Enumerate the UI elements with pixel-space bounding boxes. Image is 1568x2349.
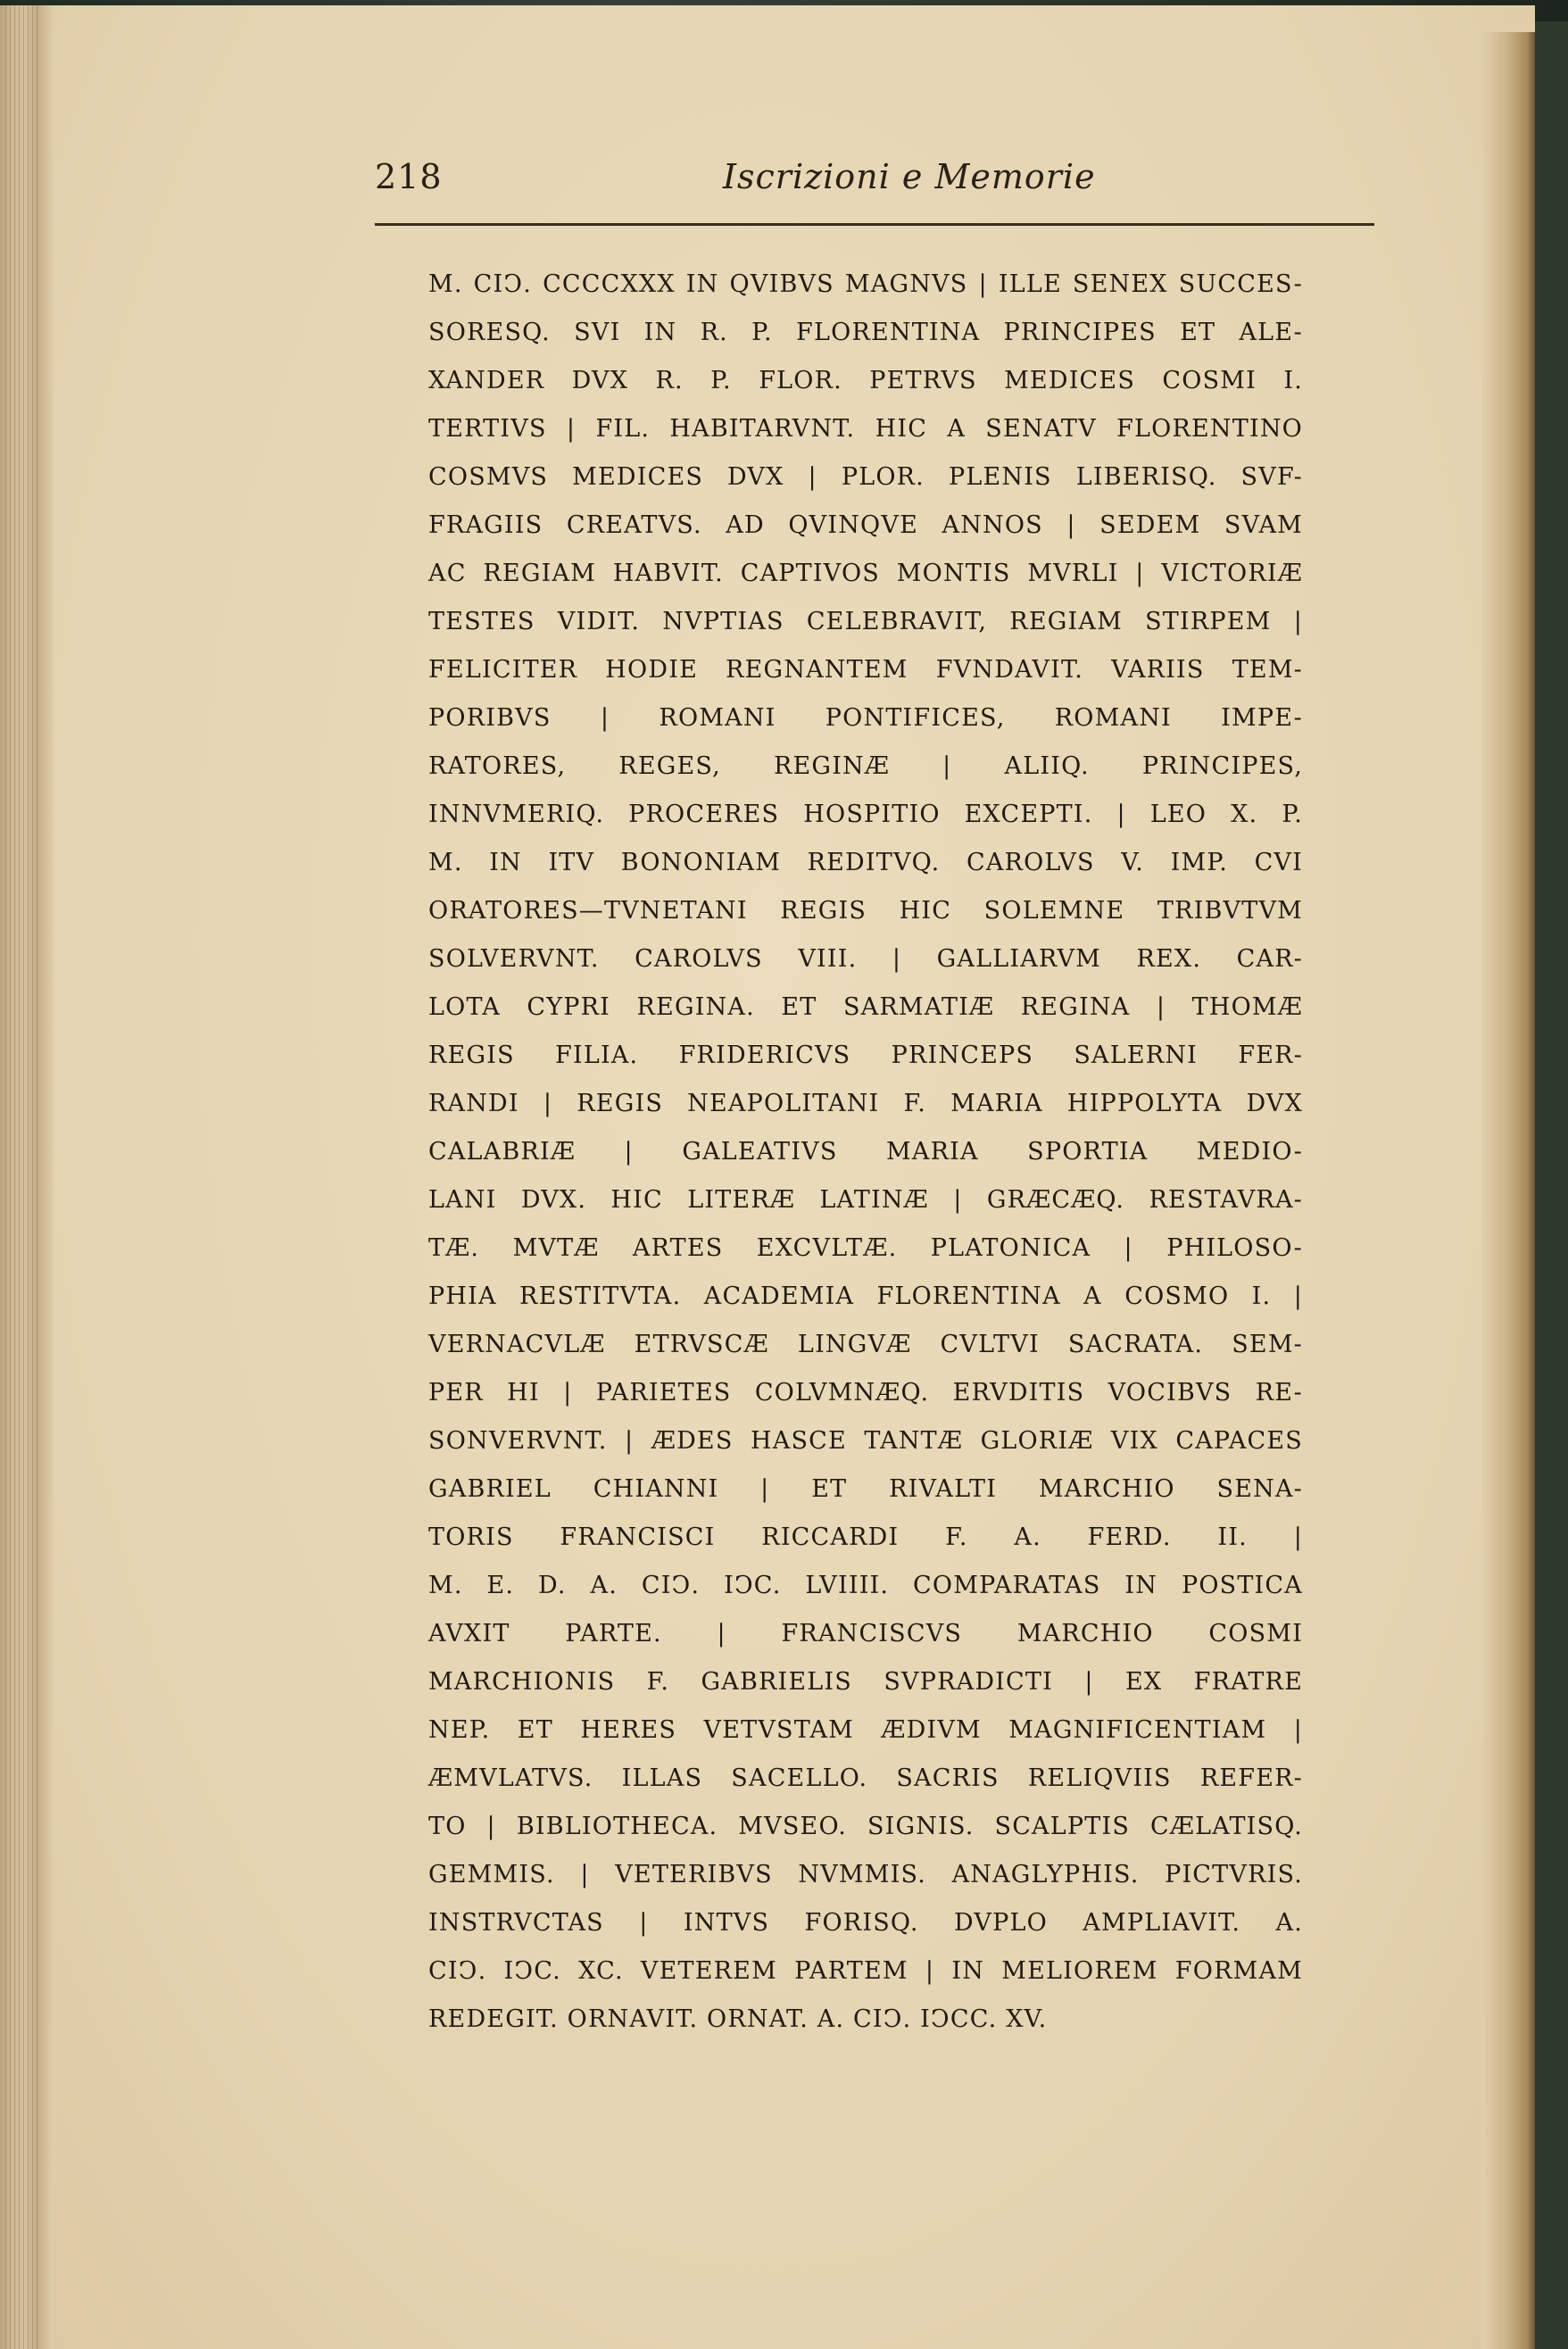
inscription-line: LOTA CYPRI REGINA. ET SARMATIÆ REGINA | THOMÆ: [428, 993, 1303, 1021]
inscription-line: SOLVERVNT. CAROLVS VIII. | GALLIARVM REX. CAR-: [428, 945, 1303, 973]
inscription-line: FRAGIIS CREATVS. AD QVINQVE ANNOS | SEDEM SVAM: [428, 511, 1303, 539]
inscription-line: VERNACVLÆ ETRVSCÆ LINGVÆ CVLTVI SACRATA. SEM-: [428, 1331, 1303, 1358]
inscription-line: CALABRIÆ | GALEATIVS MARIA SPORTIA MEDIO-: [428, 1138, 1303, 1166]
inscription-line: PHIA RESTITVTA. ACADEMIA FLORENTINA A COSMO I. |: [428, 1282, 1303, 1310]
inscription-line: XANDER DVX R. P. FLOR. PETRVS MEDICES COSMI I.: [428, 367, 1303, 394]
inscription-line: SORESQ. SVI IN R. P. FLORENTINA PRINCIPES ET ALE-: [428, 319, 1303, 346]
inscription-line: SONVERVNT. | ÆDES HASCE TANTÆ GLORIÆ VIX CAPACES: [428, 1427, 1303, 1455]
inscription-line: REGIS FILIA. FRIDERICVS PRINCEPS SALERNI FER-: [428, 1042, 1303, 1069]
inscription-line: TORIS FRANCISCI RICCARDI F. A. FERD. II. |: [428, 1523, 1303, 1551]
inscription-line: GABRIEL CHIANNI | ET RIVALTI MARCHIO SENA-: [428, 1475, 1303, 1503]
inscription-line: RATORES, REGES, REGINÆ | ALIIQ. PRINCIPES,: [428, 752, 1303, 780]
inscription-line: RANDI | REGIS NEAPOLITANI F. MARIA HIPPOLYTA DVX: [428, 1090, 1303, 1117]
inscription-line: MARCHIONIS F. GABRIELIS SVPRADICTI | EX FRATRE: [428, 1668, 1303, 1696]
inscription-line: FELICITER HODIE REGNANTEM FVNDAVIT. VARIIS TEM-: [428, 656, 1303, 684]
inscription-line: ÆMVLATVS. ILLAS SACELLO. SACRIS RELIQVIIS REFER-: [428, 1764, 1303, 1792]
inscription-line: TO | BIBLIOTHECA. MVSEO. SIGNIS. SCALPTIS CÆLATISQ.: [428, 1813, 1303, 1840]
inscription-line: M. E. D. A. CIↃ. IↃC. LVIIII. COMPARATAS IN POSTICA: [428, 1572, 1303, 1599]
running-title: Iscrizioni e Memorie: [723, 157, 1096, 196]
inscription-line: CIↃ. IↃC. XC. VETEREM PARTEM | IN MELIOREM FORMAM: [428, 1957, 1303, 1985]
inscription-line: LANI DVX. HIC LITERÆ LATINÆ | GRÆCÆQ. RESTAVRA-: [428, 1186, 1303, 1214]
page-right-edge: [1481, 32, 1535, 2349]
inscription-line: COSMVS MEDICES DVX | PLOR. PLENIS LIBERISQ. SVF-: [428, 463, 1303, 491]
page-gutter: [0, 5, 54, 2349]
page-header: [375, 157, 1373, 211]
page-number: 218: [375, 157, 443, 196]
inscription-line: INSTRVCTAS | INTVS FORISQ. DVPLO AMPLIAVIT. A.: [428, 1909, 1303, 1937]
page-edges-texture: [5, 5, 41, 2349]
inscription-line: M. CIↃ. CCCCXXX IN QVIBVS MAGNVS | ILLE SENEX SUCCES-: [428, 270, 1303, 298]
inscription-line: GEMMIS. | VETERIBVS NVMMIS. ANAGLYPHIS. PICTVRIS.: [428, 1861, 1303, 1888]
inscription-line: REDEGIT. ORNAVIT. ORNAT. A. CIↃ. IↃCC. XV.: [428, 2005, 1048, 2033]
inscription-line: INNVMERIQ. PROCERES HOSPITIO EXCEPTI. | LEO X. P.: [428, 801, 1303, 828]
inscription-line: TÆ. MVTÆ ARTES EXCVLTÆ. PLATONICA | PHILOSO-: [428, 1234, 1303, 1262]
inscription-line: PER HI | PARIETES COLVMNÆQ. ERVDITIS VOCIBVS RE-: [428, 1379, 1303, 1407]
inscription-line: M. IN ITV BONONIAM REDITVQ. CAROLVS V. IMP. CVI: [428, 849, 1303, 876]
inscription-line: AVXIT PARTE. | FRANCISCVS MARCHIO COSMI: [428, 1620, 1303, 1648]
inscription-line: PORIBVS | ROMANI PONTIFICES, ROMANI IMPE-: [428, 704, 1303, 732]
inscription-line: TERTIVS | FIL. HABITARVNT. HIC A SENATV FLORENTINO: [428, 415, 1303, 443]
inscription-line: NEP. ET HERES VETVSTAM ÆDIVM MAGNIFICENTIAM |: [428, 1716, 1303, 1744]
inscription-line: TESTES VIDIT. NVPTIAS CELEBRAVIT, REGIAM STIRPEM |: [428, 608, 1303, 635]
inscription-text: [428, 261, 1303, 2044]
inscription-line: AC REGIAM HABVIT. CAPTIVOS MONTIS MVRLI | VICTORIÆ: [428, 560, 1303, 587]
inscription-line: ORATORES—TVNETANI REGIS HIC SOLEMNE TRIBVTVM: [428, 897, 1303, 925]
header-rule: [375, 223, 1374, 226]
